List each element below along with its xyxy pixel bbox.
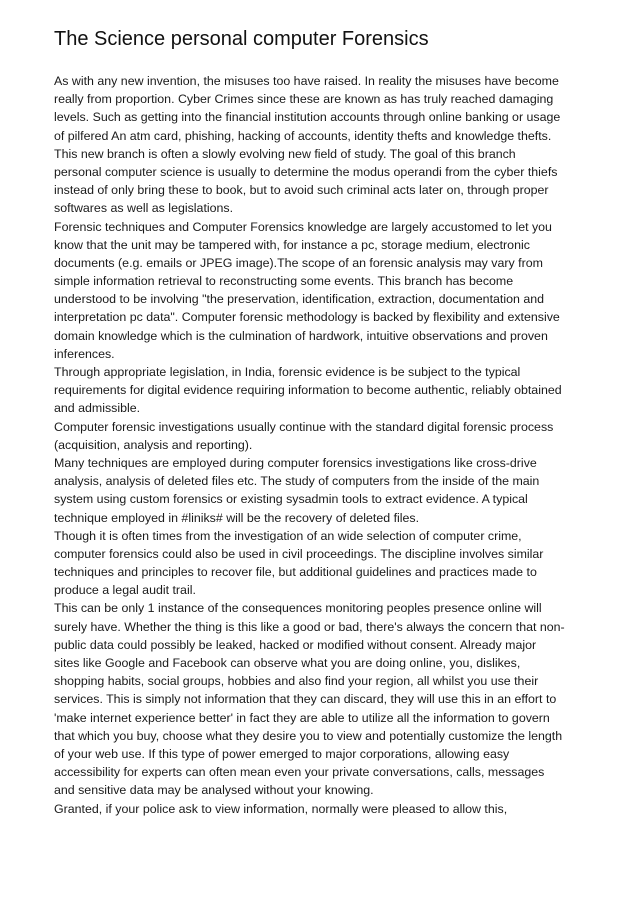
- text-line: documents (e.g. emails or JPEG image).The scope of an forensic analysis may vary from: [54, 255, 543, 270]
- text-line: produce a legal audit trail.: [54, 583, 196, 598]
- text-line: Computer forensic investigations usually continue with the standard digital forensic process: [54, 419, 554, 434]
- text-line: interpretation pc data". Computer forensic methodology is backed by flexibility and extensive: [54, 310, 560, 325]
- text-line: understood to be involving "the preservation, identification, extraction, documentation and: [54, 292, 545, 307]
- text-line: personal computer science is usually to determine the modus operandi from the cyber thiefs: [54, 164, 558, 179]
- text-line: simple information retrieval to reconstructing some events. This branch has become: [54, 274, 514, 289]
- text-line: techniques and principles to recover file, but additional guidelines and practices made to: [54, 565, 537, 580]
- text-line: Many techniques are employed during computer forensics investigations like cross-drive: [54, 455, 537, 470]
- document-title: The Science personal computer Forensics: [54, 28, 429, 50]
- text-line: levels. Such as getting into the financial institution accounts through online banking or usage: [54, 110, 561, 125]
- text-line: that which you buy, choose what they desire you to view and potentially customize the length: [54, 728, 563, 743]
- text-line: requirements for digital evidence requiring information to become authentic, reliably obtained: [54, 383, 562, 398]
- text-line: Though it is often times from the investigation of an wide selection of computer crime,: [54, 528, 522, 543]
- document-body: [54, 72, 594, 818]
- text-line: Forensic techniques and Computer Forensics knowledge are largely accustomed to let you: [54, 219, 552, 234]
- text-line: domain knowledge which is the culmination of hardwork, intuitive observations and proven: [54, 328, 548, 343]
- text-line: analysis, analysis of deleted files etc. The study of computers from the inside of the main: [54, 474, 540, 489]
- text-line: system using custom forensics or existing sysadmin tools to extract evidence. A typical: [54, 492, 528, 507]
- text-line: services. This is simply not information that they can discard, they will use this in an effort to: [54, 692, 557, 707]
- text-line: computer forensics could also be used in civil proceedings. The discipline involves similar: [54, 546, 544, 561]
- text-line: public data could possibly be leaked, hacked or modified without consent. Already major: [54, 637, 537, 652]
- text-line: (acquisition, analysis and reporting).: [54, 437, 253, 452]
- text-line: This can be only 1 instance of the consequences monitoring peoples presence online will: [54, 601, 542, 616]
- text-line: accessibility for experts can often mean even your private conversations, calls, messages: [54, 765, 545, 780]
- text-line: shopping habits, social groups, hobbies and also find your region, all whilst you use their: [54, 674, 539, 689]
- text-line: As with any new invention, the misuses too have raised. In reality the misuses have become: [54, 74, 559, 88]
- text-line: surely have. Whether the thing is this like a good or bad, there's always the concern that non-: [54, 619, 565, 634]
- text-line: really from proportion. Cyber Crimes since these are known as has truly reached damaging: [54, 92, 554, 107]
- text-line: inferences.: [54, 346, 115, 361]
- text-line: softwares as well as legislations.: [54, 201, 234, 216]
- text-line: and sensitive data may be analysed without your knowing.: [54, 783, 374, 798]
- text-line: and admissible.: [54, 401, 141, 416]
- text-line: 'make internet experience better' in fact they are able to utilize all the information to govern: [54, 710, 550, 725]
- text-line: instead of only bring these to book, but to avoid such criminal acts later on, through proper: [54, 183, 549, 198]
- text-line: Granted, if your police ask to view information, normally were pleased to allow this,: [54, 801, 508, 816]
- text-line: of your web use. If this type of power emerged to major corporations, allowing easy: [54, 746, 510, 761]
- text-line: technique employed in #liniks# will be the recovery of deleted files.: [54, 510, 420, 525]
- text-line: Through appropriate legislation, in India, forensic evidence is be subject to the typical: [54, 365, 521, 379]
- text-line: know that the unit may be tampered with, for instance a pc, storage medium, electronic: [54, 237, 530, 252]
- text-line: of pilfered An atm card, phishing, hacking of accounts, identity thefts and knowledge thefts.: [54, 128, 552, 143]
- text-line: This new branch is often a slowly evolving new field of study. The goal of this branch: [54, 146, 516, 161]
- text-line: sites like Google and Facebook can observe what you are doing online, you, dislikes,: [54, 656, 521, 670]
